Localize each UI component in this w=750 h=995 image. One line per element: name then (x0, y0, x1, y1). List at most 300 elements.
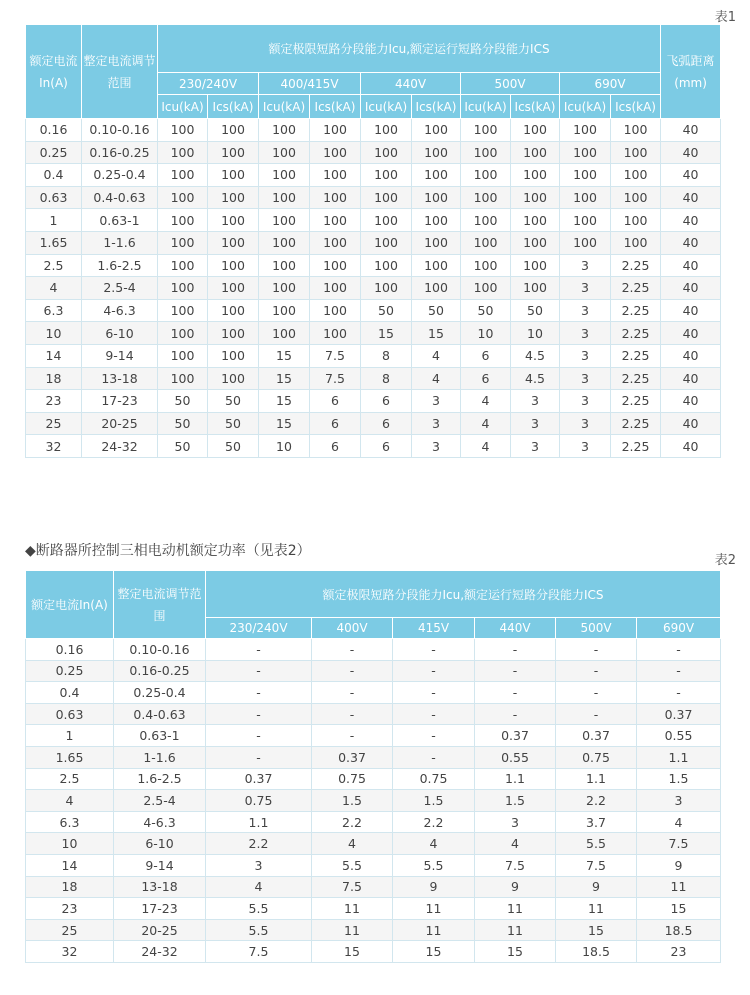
table-row (26, 435, 721, 458)
table-cell: 24-32 (114, 941, 206, 963)
table-cell: 10 (26, 833, 114, 855)
table-cell: 50 (208, 390, 259, 413)
table-cell: 2.2 (393, 811, 475, 833)
table-cell: 10 (461, 322, 511, 345)
table-cell: 3 (511, 390, 560, 413)
table-cell: 0.10-0.16 (82, 119, 158, 142)
table-row (26, 768, 721, 790)
table-cell: 100 (158, 322, 208, 345)
header-rated-current: 额定电流In(A) (26, 25, 82, 119)
table-cell: 4 (461, 390, 511, 413)
table-cell: 11 (312, 898, 393, 920)
table-cell: 32 (26, 435, 82, 458)
table-cell: 0.75 (206, 790, 312, 812)
table-cell: - (393, 746, 475, 768)
table-cell: 6 (461, 344, 511, 367)
table-cell: 100 (511, 164, 560, 187)
table-cell: 2.25 (611, 390, 661, 413)
table-cell: 0.63-1 (82, 209, 158, 232)
table-cell: 1.65 (26, 746, 114, 768)
table-cell: 50 (158, 390, 208, 413)
table-cell: 40 (661, 367, 721, 390)
table-cell: 3 (560, 254, 611, 277)
table-cell: - (206, 746, 312, 768)
table-cell: 23 (26, 898, 114, 920)
table-cell: - (475, 703, 556, 725)
table-row (26, 186, 721, 209)
table-row (26, 703, 721, 725)
header-arc-distance: 飞弧距离(mm) (661, 25, 721, 119)
table-cell: 8 (361, 344, 412, 367)
table-cell: 4.5 (511, 367, 560, 390)
table-cell: 3 (560, 277, 611, 300)
table-cell: 100 (361, 186, 412, 209)
header-setting-range: 整定电流调节范围 (82, 25, 158, 119)
table-cell: 100 (158, 299, 208, 322)
table-cell: 100 (259, 164, 310, 187)
table-cell: 100 (310, 277, 361, 300)
table-cell: 1.6-2.5 (114, 768, 206, 790)
table-cell: 15 (259, 390, 310, 413)
table-cell: 9-14 (82, 344, 158, 367)
table-cell: 100 (361, 141, 412, 164)
table-cell: 15 (259, 367, 310, 390)
table-cell: - (475, 682, 556, 704)
table-cell: 100 (361, 277, 412, 300)
table-cell: 3 (475, 811, 556, 833)
table-cell: 4-6.3 (114, 811, 206, 833)
table-cell: 6 (310, 390, 361, 413)
table-cell: 0.75 (393, 768, 475, 790)
table-cell: 0.16 (26, 119, 82, 142)
table-cell: 18.5 (556, 941, 637, 963)
table-cell: 100 (259, 141, 310, 164)
table-cell: 1.1 (206, 811, 312, 833)
table-row (26, 682, 721, 704)
table-cell: 1-1.6 (114, 746, 206, 768)
table-cell: 0.37 (206, 768, 312, 790)
table-cell: - (206, 682, 312, 704)
table-cell: 6 (461, 367, 511, 390)
table-cell: 40 (661, 435, 721, 458)
ics-header: Ics(kA) (511, 95, 560, 119)
table-cell: 100 (158, 164, 208, 187)
table-cell: - (393, 639, 475, 661)
motor-power-table (25, 570, 721, 963)
table-cell: - (206, 725, 312, 747)
table-cell: 100 (560, 164, 611, 187)
table-cell: 100 (208, 322, 259, 345)
table-cell: 2.5 (26, 254, 82, 277)
table-cell: 5.5 (206, 919, 312, 941)
table1-tag: 表1 (714, 10, 736, 25)
table-cell: 6 (361, 390, 412, 413)
table-cell: - (393, 725, 475, 747)
table-row (26, 299, 721, 322)
voltage-header: 230/240V (206, 618, 312, 639)
table-cell: 100 (412, 119, 461, 142)
table-cell: 3 (637, 790, 721, 812)
table-cell: 1 (26, 209, 82, 232)
table-cell: 15 (556, 919, 637, 941)
table-row (26, 941, 721, 963)
table-cell: 25 (26, 412, 82, 435)
table-row (26, 119, 721, 142)
table-cell: 7.5 (312, 876, 393, 898)
table-cell: 20-25 (82, 412, 158, 435)
table-cell: 4 (412, 344, 461, 367)
table-row (26, 790, 721, 812)
table-cell: 0.37 (556, 725, 637, 747)
table-cell: 4 (461, 412, 511, 435)
table-cell: - (556, 660, 637, 682)
table-cell: 50 (361, 299, 412, 322)
table-cell: 0.55 (475, 746, 556, 768)
table-cell: 2.25 (611, 299, 661, 322)
voltage-header: 400/415V (259, 73, 361, 95)
table-cell: 50 (208, 435, 259, 458)
table-cell: - (556, 682, 637, 704)
table-cell: 4 (475, 833, 556, 855)
table-cell: 100 (310, 186, 361, 209)
table-cell: 6.3 (26, 811, 114, 833)
table-cell: 0.75 (556, 746, 637, 768)
table-cell: 3 (511, 435, 560, 458)
table-cell: - (556, 703, 637, 725)
table-cell: 100 (310, 164, 361, 187)
table-row (26, 639, 721, 661)
table-row (26, 209, 721, 232)
table-cell: 100 (158, 186, 208, 209)
table-cell: 100 (560, 209, 611, 232)
table-cell: 15 (637, 898, 721, 920)
table-cell: 6-10 (82, 322, 158, 345)
table-cell: 100 (611, 231, 661, 254)
table-row (26, 746, 721, 768)
table-cell: 2.5-4 (82, 277, 158, 300)
table-cell: 6 (361, 412, 412, 435)
table-row (26, 277, 721, 300)
table-cell: 9-14 (114, 854, 206, 876)
table-cell: 2.2 (312, 811, 393, 833)
table-cell: 14 (26, 854, 114, 876)
table-cell: 3 (412, 390, 461, 413)
table-cell: 100 (412, 277, 461, 300)
table-cell: 100 (412, 141, 461, 164)
table-cell: 7.5 (475, 854, 556, 876)
table-cell: 17-23 (114, 898, 206, 920)
table-row (26, 322, 721, 345)
table-cell: - (637, 660, 721, 682)
table-cell: 0.37 (637, 703, 721, 725)
table-cell: 10 (511, 322, 560, 345)
table-row (26, 811, 721, 833)
table-cell: 100 (208, 277, 259, 300)
table-cell: 7.5 (310, 367, 361, 390)
table-cell: 7.5 (310, 344, 361, 367)
table-cell: 100 (361, 209, 412, 232)
voltage-header: 415V (393, 618, 475, 639)
table-row (26, 390, 721, 413)
table-cell: 100 (361, 254, 412, 277)
table-cell: 3 (206, 854, 312, 876)
table-cell: 2.5 (26, 768, 114, 790)
table-cell: 15 (412, 322, 461, 345)
table-cell: 0.37 (312, 746, 393, 768)
table-cell: 1.5 (393, 790, 475, 812)
table-cell: 40 (661, 277, 721, 300)
table-cell: 2.25 (611, 254, 661, 277)
table-cell: 6-10 (114, 833, 206, 855)
table-cell: 40 (661, 141, 721, 164)
table-cell: - (475, 639, 556, 661)
table-row (26, 141, 721, 164)
table-cell: 100 (511, 141, 560, 164)
table-cell: 4 (312, 833, 393, 855)
table-cell: 100 (208, 344, 259, 367)
table-cell: 9 (475, 876, 556, 898)
table-cell: - (206, 660, 312, 682)
table-cell: - (206, 639, 312, 661)
table-cell: - (393, 682, 475, 704)
table-cell: 1.5 (475, 790, 556, 812)
table-row (26, 898, 721, 920)
table-cell: 15 (259, 344, 310, 367)
table-cell: 11 (475, 898, 556, 920)
section2-title: ◆断路器所控制三相电动机额定功率（见表2） (25, 543, 311, 559)
table-cell: 100 (412, 254, 461, 277)
table-cell: 100 (259, 186, 310, 209)
table-cell: 100 (461, 209, 511, 232)
table-cell: 15 (393, 941, 475, 963)
table-cell: 18.5 (637, 919, 721, 941)
table-cell: 11 (312, 919, 393, 941)
table-cell: 100 (259, 231, 310, 254)
table-row (26, 725, 721, 747)
ics-header: Ics(kA) (412, 95, 461, 119)
table-cell: 9 (393, 876, 475, 898)
table-cell: 50 (158, 435, 208, 458)
table-cell: 7.5 (556, 854, 637, 876)
table-cell: 20-25 (114, 919, 206, 941)
table-cell: 0.4-0.63 (82, 186, 158, 209)
table-cell: 50 (208, 412, 259, 435)
table-cell: 4.5 (511, 344, 560, 367)
table-row (26, 231, 721, 254)
table-cell: 1.6-2.5 (82, 254, 158, 277)
table-cell: 100 (158, 254, 208, 277)
table-cell: 100 (412, 164, 461, 187)
table-cell: 100 (611, 186, 661, 209)
table-cell: 0.25 (26, 141, 82, 164)
voltage-header: 440V (361, 73, 461, 95)
table-cell: 100 (461, 119, 511, 142)
table-cell: 3 (560, 367, 611, 390)
table-cell: 100 (259, 119, 310, 142)
table-row (26, 854, 721, 876)
table-cell: 100 (158, 231, 208, 254)
table-cell: 100 (461, 186, 511, 209)
table-cell: 0.16-0.25 (114, 660, 206, 682)
table-cell: 100 (412, 231, 461, 254)
table-cell: 100 (461, 141, 511, 164)
table-cell: 23 (26, 390, 82, 413)
table2-tag: 表2 (714, 553, 736, 568)
voltage-header: 230/240V (158, 73, 259, 95)
table-cell: 50 (461, 299, 511, 322)
table-cell: 1.1 (637, 746, 721, 768)
table-cell: 2.25 (611, 277, 661, 300)
table-cell: 32 (26, 941, 114, 963)
table-cell: 100 (310, 231, 361, 254)
table-cell: 0.55 (637, 725, 721, 747)
t2-header-setting-range: 整定电流调节范围 (114, 571, 206, 639)
table-cell: 40 (661, 254, 721, 277)
voltage-header: 690V (637, 618, 721, 639)
table-cell: 0.16-0.25 (82, 141, 158, 164)
table-cell: - (312, 660, 393, 682)
table-cell: 50 (412, 299, 461, 322)
table-cell: 25 (26, 919, 114, 941)
table-cell: 100 (310, 299, 361, 322)
t2-header-rated-current: 额定电流In(A) (26, 571, 114, 639)
table-cell: 100 (158, 141, 208, 164)
table-cell: 100 (208, 299, 259, 322)
table-cell: 0.25-0.4 (82, 164, 158, 187)
table-cell: 2.2 (206, 833, 312, 855)
voltage-header: 500V (556, 618, 637, 639)
table-cell: - (312, 639, 393, 661)
table-cell: 18 (26, 367, 82, 390)
table-cell: 0.4 (26, 682, 114, 704)
table-cell: 10 (26, 322, 82, 345)
table-cell: 5.5 (556, 833, 637, 855)
table-cell: 4 (26, 277, 82, 300)
table-cell: 0.63-1 (114, 725, 206, 747)
table-cell: 0.25 (26, 660, 114, 682)
table-cell: 100 (511, 254, 560, 277)
table-cell: 1.5 (637, 768, 721, 790)
table-cell: 100 (461, 254, 511, 277)
table-cell: 100 (259, 254, 310, 277)
table-cell: 100 (560, 231, 611, 254)
table-cell: 40 (661, 119, 721, 142)
table-cell: 2.25 (611, 435, 661, 458)
table-cell: 4 (637, 811, 721, 833)
table-cell: 2.25 (611, 344, 661, 367)
table-cell: 7.5 (206, 941, 312, 963)
table-row (26, 254, 721, 277)
table-cell: 100 (259, 299, 310, 322)
table-cell: 100 (208, 209, 259, 232)
table-cell: 0.4-0.63 (114, 703, 206, 725)
table-cell: 4 (206, 876, 312, 898)
table-row (26, 919, 721, 941)
table-cell: - (393, 703, 475, 725)
table-cell: 11 (637, 876, 721, 898)
table-cell: 6.3 (26, 299, 82, 322)
table-cell: 100 (511, 231, 560, 254)
table-cell: 5.5 (393, 854, 475, 876)
table-cell: 100 (259, 322, 310, 345)
table-cell: 100 (511, 277, 560, 300)
table-cell: 13-18 (114, 876, 206, 898)
table-cell: 0.63 (26, 186, 82, 209)
ics-header: Ics(kA) (208, 95, 259, 119)
table-cell: - (206, 703, 312, 725)
table-cell: 100 (158, 344, 208, 367)
icu-header: Icu(kA) (158, 95, 208, 119)
table-cell: - (637, 682, 721, 704)
table-cell: 3 (412, 412, 461, 435)
table-cell: 100 (361, 119, 412, 142)
table-cell: 100 (208, 186, 259, 209)
table-cell: 100 (208, 164, 259, 187)
table-cell: 100 (611, 141, 661, 164)
table-cell: - (312, 682, 393, 704)
voltage-header: 690V (560, 73, 661, 95)
table-cell: 3.7 (556, 811, 637, 833)
table-cell: 1.5 (312, 790, 393, 812)
table-cell: 40 (661, 322, 721, 345)
table-cell: 100 (310, 209, 361, 232)
table-cell: 15 (259, 412, 310, 435)
table-cell: 5.5 (312, 854, 393, 876)
table-cell: 40 (661, 209, 721, 232)
table-cell: 100 (560, 119, 611, 142)
table-cell: 100 (461, 231, 511, 254)
table-cell: 100 (208, 367, 259, 390)
table-row (26, 876, 721, 898)
table-cell: - (475, 660, 556, 682)
table-cell: 3 (560, 390, 611, 413)
table-cell: - (393, 660, 475, 682)
icu-header: Icu(kA) (259, 95, 310, 119)
table-cell: 6 (310, 435, 361, 458)
table-cell: 100 (259, 277, 310, 300)
table-cell: 5.5 (206, 898, 312, 920)
icu-header: Icu(kA) (560, 95, 611, 119)
table-cell: 100 (611, 119, 661, 142)
table-cell: 24-32 (82, 435, 158, 458)
table-cell: 3 (560, 299, 611, 322)
table-cell: 100 (361, 164, 412, 187)
table-cell: 100 (560, 141, 611, 164)
table-cell: 50 (511, 299, 560, 322)
table-cell: 11 (393, 898, 475, 920)
table-cell: 0.4 (26, 164, 82, 187)
table-cell: 40 (661, 390, 721, 413)
table-cell: 14 (26, 344, 82, 367)
table-cell: 100 (511, 186, 560, 209)
table-cell: 100 (208, 141, 259, 164)
header-breaking-capacity: 额定极限短路分段能力Icu,额定运行短路分段能力ICS (158, 25, 661, 73)
table-cell: 0.10-0.16 (114, 639, 206, 661)
voltage-header: 400V (312, 618, 393, 639)
table-cell: 50 (158, 412, 208, 435)
table-cell: 2.25 (611, 412, 661, 435)
table-cell: 1.65 (26, 231, 82, 254)
table-cell: 0.75 (312, 768, 393, 790)
table-cell: 100 (611, 209, 661, 232)
table-cell: 10 (259, 435, 310, 458)
table-cell: - (312, 725, 393, 747)
table-cell: 100 (310, 254, 361, 277)
table-cell: 100 (560, 186, 611, 209)
icu-header: Icu(kA) (361, 95, 412, 119)
table-cell: 9 (637, 854, 721, 876)
table-cell: 2.25 (611, 367, 661, 390)
